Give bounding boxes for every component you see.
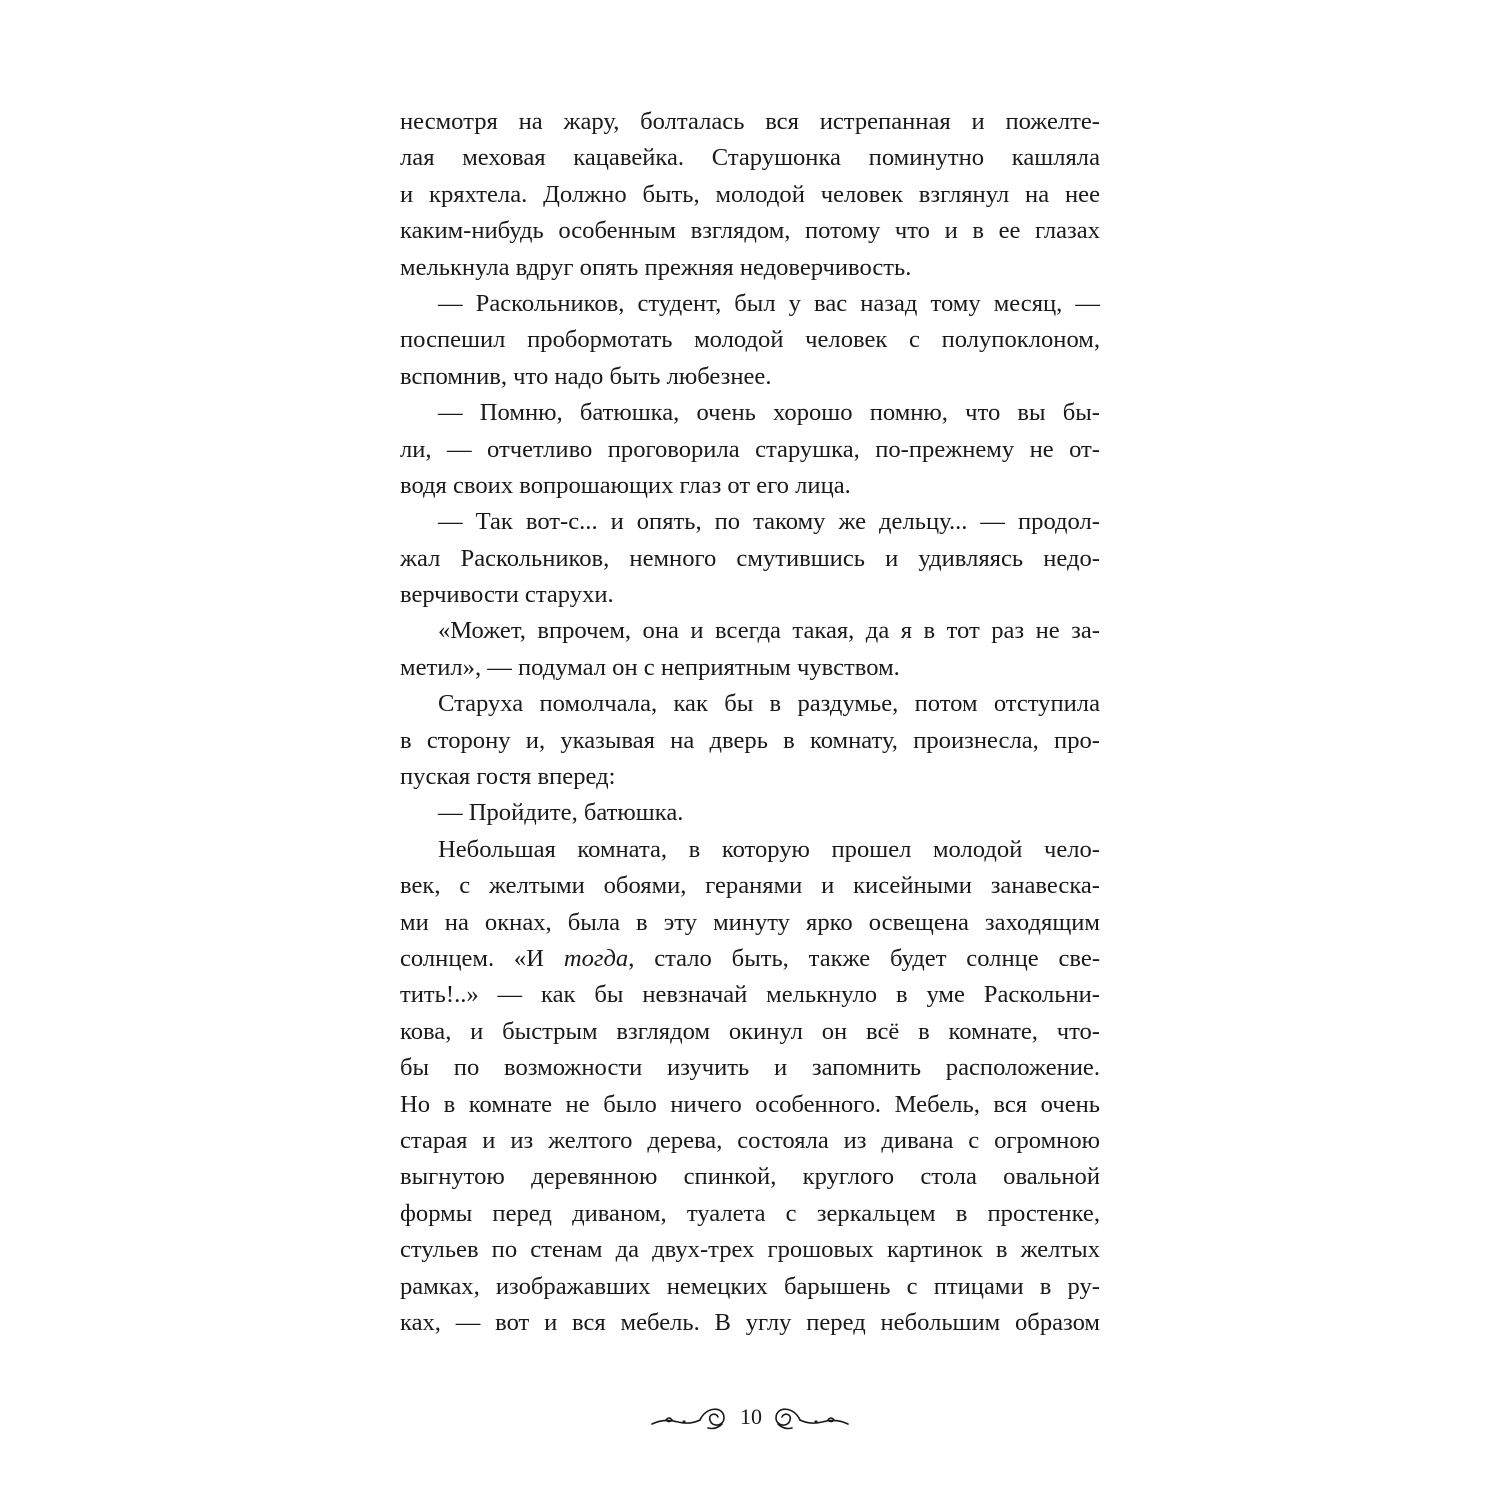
text-line-with-italic: [400, 941, 1100, 977]
text-line: метил», — подумал он с неприятным чувством.: [400, 653, 900, 681]
text-line: в сторону и, указывая на дверь в комнату, произнесла, про-: [400, 726, 1100, 754]
text-line: — Раскольников, студент, был у вас назад тому месяц, —: [438, 289, 1100, 317]
text-line: век, с желтыми обоями, геранями и кисейными занавеска-: [400, 872, 1100, 900]
text-line: старая и из желтого дерева, состояла из дивана с огромною: [400, 1126, 1100, 1154]
body-text: [400, 104, 1100, 1341]
text-line: тить!..» — как бы невзначай мелькнуло в уме Раскольни-: [400, 981, 1100, 1009]
text-line: лая меховая кацавейка. Старушонка поминутно кашляла: [400, 144, 1100, 172]
text-line: Небольшая комната, в которую прошел молодой чело-: [438, 835, 1100, 863]
text-line: кова, и быстрым взглядом окинул он всё в комнате, что-: [400, 1017, 1100, 1045]
text-line: несмотря на жару, болталась вся истрепанная и пожелте-: [400, 108, 1100, 135]
text-line: формы перед диваном, туалета с зеркальцем в простенке,: [400, 1199, 1100, 1227]
page-footer: [650, 1398, 850, 1438]
text-line: — Пройдите, батюшка.: [438, 799, 684, 827]
text-line: ми на окнах, была в эту минуту ярко освещена заходящим: [400, 908, 1100, 936]
text-line: каким-нибудь особенным взглядом, потому что и в ее глазах: [400, 217, 1100, 245]
text-line: и кряхтела. Должно быть, молодой человек взглянул на нее: [400, 180, 1100, 208]
text-line: рамках, изображавших немецких барышень с птицами в ру-: [400, 1272, 1100, 1300]
text-line: поспешил пробормотать молодой человек с полупоклоном,: [400, 326, 1100, 354]
text-line: бы по возможности изучить и запомнить расположение.: [400, 1054, 1100, 1082]
text-line: выгнутою деревянною спинкой, круглого стола овальной: [400, 1163, 1100, 1191]
text-line: ли, — отчетливо проговорила старушка, по-прежнему не от-: [400, 435, 1100, 463]
text-span: солнцем. «И: [400, 944, 564, 972]
italic-word: тогда: [563, 944, 629, 972]
text-span: , стало быть, также будет солнце све-: [628, 944, 1101, 972]
text-line: водя своих вопрошающих глаз от его лица.: [400, 471, 851, 499]
text-line: стульев по стенам да двух-трех грошовых картинок в желтых: [400, 1236, 1100, 1264]
text-line: вспомнив, что надо быть любезнее.: [400, 362, 772, 390]
text-line: пуская гостя вперед:: [400, 763, 616, 791]
text-line: — Так вот-с... и опять, по такому же дельцу... — продол-: [438, 508, 1100, 536]
text-line: мелькнула вдруг опять прежняя недоверчивость.: [400, 253, 912, 281]
text-line: Старуха помолчала, как бы в раздумье, потом отступила: [438, 690, 1100, 718]
page-number: 10: [740, 1404, 762, 1429]
text-line: верчивости старухи.: [400, 581, 614, 609]
text-line: Но в комнате не было ничего особенного. Мебель, вся очень: [400, 1090, 1100, 1118]
text-line: ках, — вот и вся мебель. В углу перед небольшим образом: [400, 1308, 1100, 1336]
text-line: «Может, впрочем, она и всегда такая, да я в тот раз не за-: [438, 617, 1100, 645]
text-line: — Помню, батюшка, очень хорошо помню, что вы бы-: [438, 399, 1100, 427]
text-line: жал Раскольников, немного смутившись и удивляясь недо-: [400, 544, 1100, 572]
